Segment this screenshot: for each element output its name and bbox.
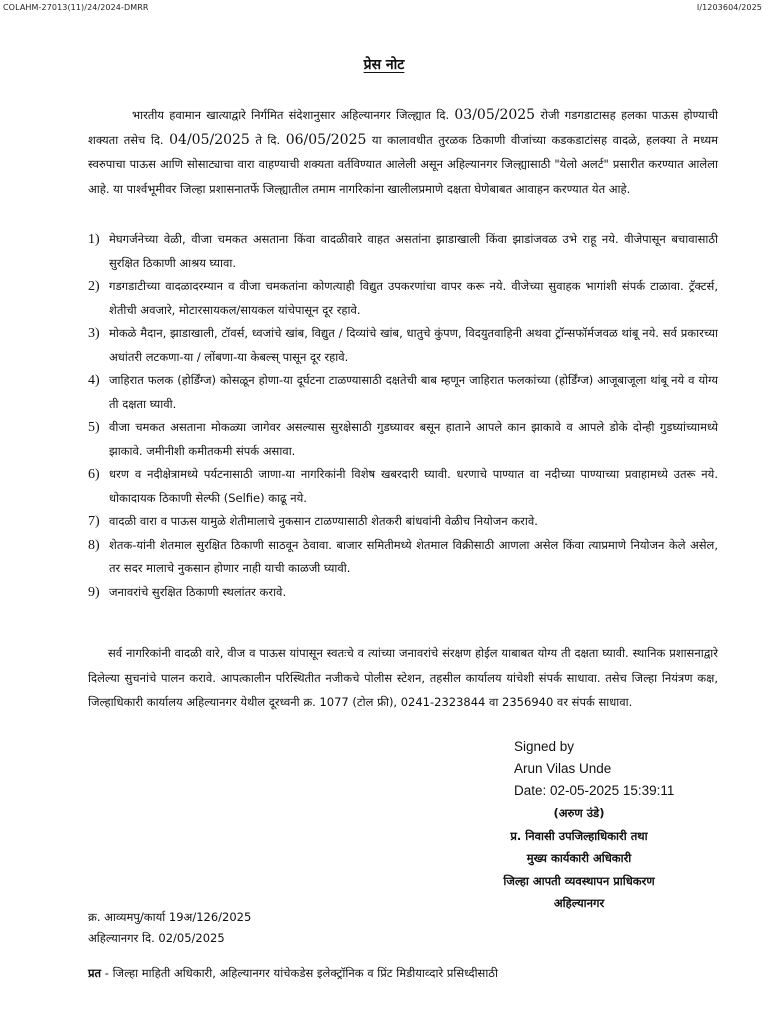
list-item <box>88 322 718 369</box>
list-item-text: मेघगर्जनेच्या वेळी, वीजा चमकत असताना किंवा वादळीवारे वाहत असतांना झाडाखाली किंवा झाडांजवळ उभे राहू नये. वीजेपासून बचावासाठी सुरक्षित ठिकाणी आश्रय घ्यावा. <box>109 232 718 270</box>
list-item-text: मोकळे मैदान, झाडाखाली, टॉवर्स, ध्वजांचे खांब, विद्युत / दिव्यांचे खांब, धातुचे कुंपण, विदयुतवाहिनी अथवा ट्रॉन्सफॉर्मजवळ थांबू नये. सर्व प्रकारच्या अधांतरी लटकणा-या / लोंबणा-या केबल्स् पासून दूर रहावे. <box>109 326 718 364</box>
file-reference-code: COLAHM-27013(11)/24/2024-DMRR <box>3 3 149 12</box>
intro-text-3: ते दि. <box>249 132 286 147</box>
signatory-designation <box>470 802 688 915</box>
signature-date: Date: 02-05-2025 15:39:11 <box>514 783 675 798</box>
list-item-number: 6) <box>88 467 100 482</box>
intro-text-2: रोजी गडगडाटासह हलका पाऊस होण्याची शक्यता तसेच दि. <box>88 108 718 147</box>
list-item-text: जनावरांचे सुरक्षित ठिकाणी स्थलांतर करावे. <box>109 584 287 599</box>
signed-by-label: Signed by <box>514 739 575 754</box>
page-title-container <box>0 55 768 74</box>
copy-text: - जिल्हा माहिती अधिकारी, अहिल्यानगर यांचेकडेस इलेक्ट्रॉनिक व प्रिंट मिडीयाव्दारे प्रसिध्दीसाठी <box>101 966 498 980</box>
signer-name-marathi: (अरुण उंडे) <box>553 806 605 820</box>
list-item-text: वादळी वारा व पाऊस यामुळे शेतीमालाचे नुकसान टाळण्यासाठी शेतकरी बांधवांनी वेळीच नियोजन करावे. <box>109 514 538 528</box>
list-item <box>88 275 718 322</box>
designation-line-3: जिल्हा आपती व्यवस्थापन प्राधिकरण <box>503 873 655 888</box>
intro-date-3: 06/05/2025 <box>285 131 367 148</box>
list-item-number: 1) <box>88 232 100 247</box>
list-item <box>88 534 718 581</box>
list-item <box>88 510 718 534</box>
list-item <box>88 463 718 510</box>
list-item-text: शेतक-यांनी शेतमाल सुरक्षित ठिकाणी साठवून ठेवावा. बाजार समितीमध्ये शेतमाल विक्रीसाठी आणला असेल किंवा त्याप्रमाणे नियोजन केले असेल, तर सदर मालाचे नुकसान होणार नाही याची काळजी घ्यावी. <box>109 537 718 575</box>
list-item-number: 2) <box>88 279 100 294</box>
list-item-number: 3) <box>88 326 100 341</box>
list-item <box>88 416 718 463</box>
intro-text-1: भारतीय हवामान खात्याद्वारे निर्गमित संदेशानुसार अहिल्यानगर जिल्ह्यात दि. <box>132 108 455 122</box>
copy-to-line <box>88 963 498 983</box>
list-item-text: गडगडाटीच्या वादळादरम्यान व वीजा चमकतांना कोणत्याही विद्युत उपकरणांचा वापर करू नये. वीजेच्या सुवाहक भागांशी संपर्क टाळावा. ट्रॅक्टर्स, शेतीची अवजारे, मोटारसायकल/सायकल यांचेपासून दूर रहावे. <box>109 279 718 317</box>
copy-label: प्रत <box>88 966 102 980</box>
signer-name: Arun Vilas Unde <box>514 761 612 776</box>
intro-text-4: या कालावधीत तुरळक ठिकाणी वीजांच्या कडकडाटांसह वादळे, हलक्या ते मध्यम स्वरुपाचा पाऊस आणि सोसाट्याचा वारा वाहण्याची शक्यता वर्तविण्यात आलेली असून अहिल्यानगर जिल्ह्यासाठी "येलो अलर्ट" प्रसारीत करण्यात आलेला आहे. या पार्श्वभूमीवर जिल्हा प्रशासनातर्फे जिल्ह्यातील तमाम नागरिकांना खालीलप्रमाणे दक्षता घेणेबाबत आवाहन करण्यात येत आहे. <box>88 132 719 196</box>
list-item-text: वीजा चमकत असताना मोकळ्या जागेवर असल्यास सुरक्षेसाठी गुडघ्यावर बसून हाताने आपले कान झाकावे व आपले डोके दोन्ही गुडघ्यांच्यामध्ये झाकावे. जमीनीशी कमीतकमी संपर्क असावा. <box>109 420 718 458</box>
intro-date-1: 03/05/2025 <box>454 107 536 123</box>
list-item-number: 8) <box>88 537 100 553</box>
page-title: प्रेस नोट <box>363 57 405 73</box>
list-item-number: 4) <box>88 373 100 388</box>
list-item-text: जाहिरात फलक (होर्डिंग्ज) कोसळून होणा-या दूर्घटना टाळण्यासाठी दक्षतेची बाब म्हणून जाहिरात फलकांच्या (होर्डिंग्ज) आजूबाजूला थांबू नये व योग्य ती दक्षता घ्यावी. <box>109 373 718 411</box>
list-item-number: 5) <box>88 420 100 435</box>
advisory-list <box>88 228 718 604</box>
list-item <box>88 228 718 275</box>
list-item-number: 9) <box>88 584 100 600</box>
list-item-number: 7) <box>88 514 100 529</box>
document-id-code: I/1203604/2025 <box>696 3 762 12</box>
reference-block <box>88 907 251 949</box>
list-item <box>88 581 718 605</box>
designation-line-2: मुख्य कार्यकारी अधिकारी <box>526 851 632 865</box>
intro-paragraph <box>88 103 718 201</box>
reference-number: क्र. आव्यमपु/कार्या 19अ/126/2025 <box>88 910 252 924</box>
designation-line-4: अहिल्यानगर <box>553 896 605 910</box>
list-item <box>88 369 718 416</box>
intro-date-2: 04/05/2025 <box>169 131 250 148</box>
designation-line-1: प्र. निवासी उपजिल्हाधिकारी तथा <box>510 828 648 843</box>
closing-paragraph: सर्व नागरिकांनी वादळी वारे, वीज व पाऊस यांपासून स्वतःचे व त्यांच्या जनावरांचे संरक्षण होईल याबाबत योग्य ती दक्षता घ्यावी. स्थानिक प्रशासनाद्वारे दिलेल्या सुचनांचे पालन करावे. आपत्कालीन परिस्थितीत नजीकचे पोलीस स्टेशन, तहसील कार्यालय यांचेशी संपर्क साधावा. तसेच जिल्हा नियंत्रण कक्ष, जिल्हाधिकारी कार्यालय अहिल्यानगर येथील दूरध्वनी क्र. 1077 (टोल फ्री), 0241-2323844 वा 2356940 वर संपर्क साधावा. <box>88 646 718 710</box>
reference-date: अहिल्यानगर दि. 02/05/2025 <box>88 931 225 945</box>
digital-signature <box>514 736 674 802</box>
list-item-text: धरण व नदीक्षेत्रामध्ये पर्यटनासाठी जाणा-या नागरिकांनी विशेष खबरदारी घ्यावी. धरणाचे पाण्यात वा नदीच्या पाण्याच्या प्रवाहामध्ये उतरू नये. धोकादायक ठिकाणी सेल्फी (Selfie) काढू नये. <box>109 467 718 505</box>
